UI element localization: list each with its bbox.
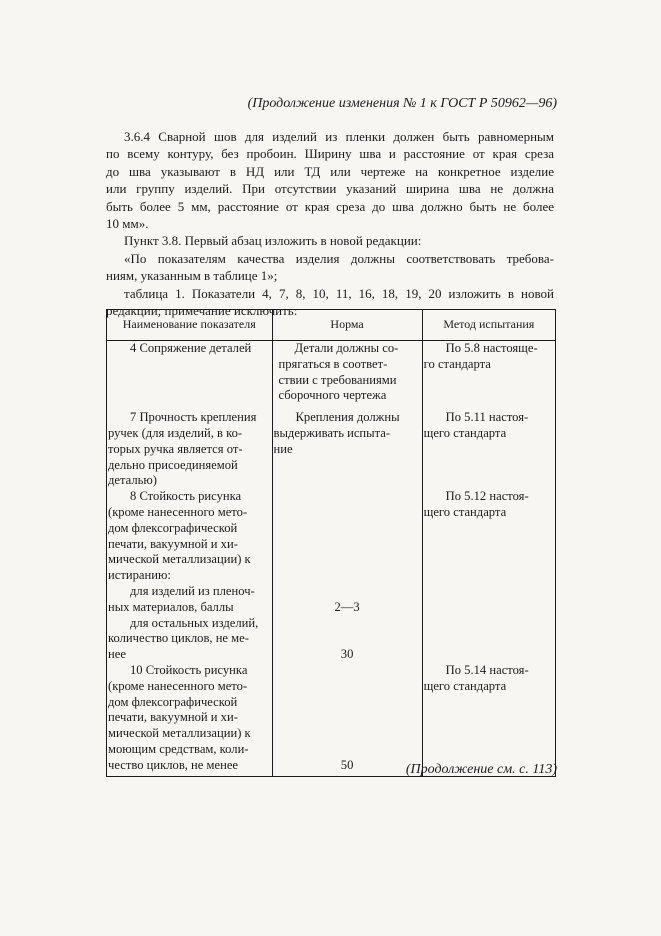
para-table-line: редакции; примечание исключить: [106,303,298,319]
para-38: Пункт 3.8. Первый абзац изложить в новой редакции: [124,233,422,249]
body-text [106,128,554,319]
para-table-line: таблица 1. Показатели 4, 7, 8, 10, 11, 16, 18, 19, 20 изложить в новой [124,285,554,301]
header-indicator-name: Наименование показателя [107,310,273,341]
header-norm: Норма [272,310,422,341]
indicators-table [106,309,556,777]
para-364-line: по всему контуру, без пробоин. Ширину шва и расстояние от края среза [106,146,554,162]
table-row [107,341,556,405]
table-row [107,663,556,776]
table-row [107,404,556,489]
row10-norm: 50 [272,663,422,776]
row8-sub1-norm: 2—3 [334,599,360,614]
row8-sub2-norm: 30 [340,647,354,662]
para-364-line: 10 мм». [106,216,149,232]
para-364-line: или группу изделий. При отсутствии указаний ширина шва не должна [106,181,554,197]
para-364-line: до шва указывают в НД или ТД или чертеже на конкретное изделие [106,163,554,179]
row4-name: 4 Сопряжение деталей [107,341,273,405]
para-quote-line: ниям, указанным в таблице 1»; [106,268,278,284]
row10-name: 10 Стойкость рисунка (кроме нанесенного мето- дом флексографической печати, вакуумной и хи- мической металлизации) к моющим средствам, коли- чество циклов, не менее [107,663,273,776]
para-364-line: 3.6.4 Сварной шов для изделий из пленки должен быть равномерным [124,129,554,144]
row8-name: 8 Стойкость рисунка (кроме нанесенного мето- дом флексографической печати, вакуумной и хи- мической металлизации) к истиранию: для изделий из пленоч- ных материалов, баллы для остальных изделий, количество циклов, не ме- нее [107,489,273,663]
page-footer: (Продолжение см. с. 113) [405,762,557,777]
para-quote-line: «По показателям качества изделия должны соответствовать требова- [124,250,554,266]
page-header: (Продолжение изменения № 1 к ГОСТ Р 50962—96) [247,96,557,111]
row4-method: По 5.8 настояще- го стандарта [422,341,555,405]
row8-method: По 5.12 настоя- щего стандарта [422,489,555,663]
para-364-line: быть более 5 мм, расстояние от края среза до шва должно быть не более [106,198,554,214]
row7-name: 7 Прочность крепления ручек (для изделий, в ко- торых ручка является от- дельно присоединяемой деталью) [107,404,273,489]
row4-norm: Детали должны со- прягаться в соответ- ствии с требованиями сборочного чертежа [272,341,422,405]
table-row [107,489,556,663]
row7-method: По 5.11 настоя- щего стандарта [422,404,555,489]
row10-method: По 5.14 настоя- щего стандарта [422,663,555,776]
header-test-method: Метод испытания [422,310,555,341]
row8-norm [272,489,422,663]
row7-norm: Крепления должны выдерживать испыта- ние [272,404,422,489]
table-header-row [107,310,556,341]
